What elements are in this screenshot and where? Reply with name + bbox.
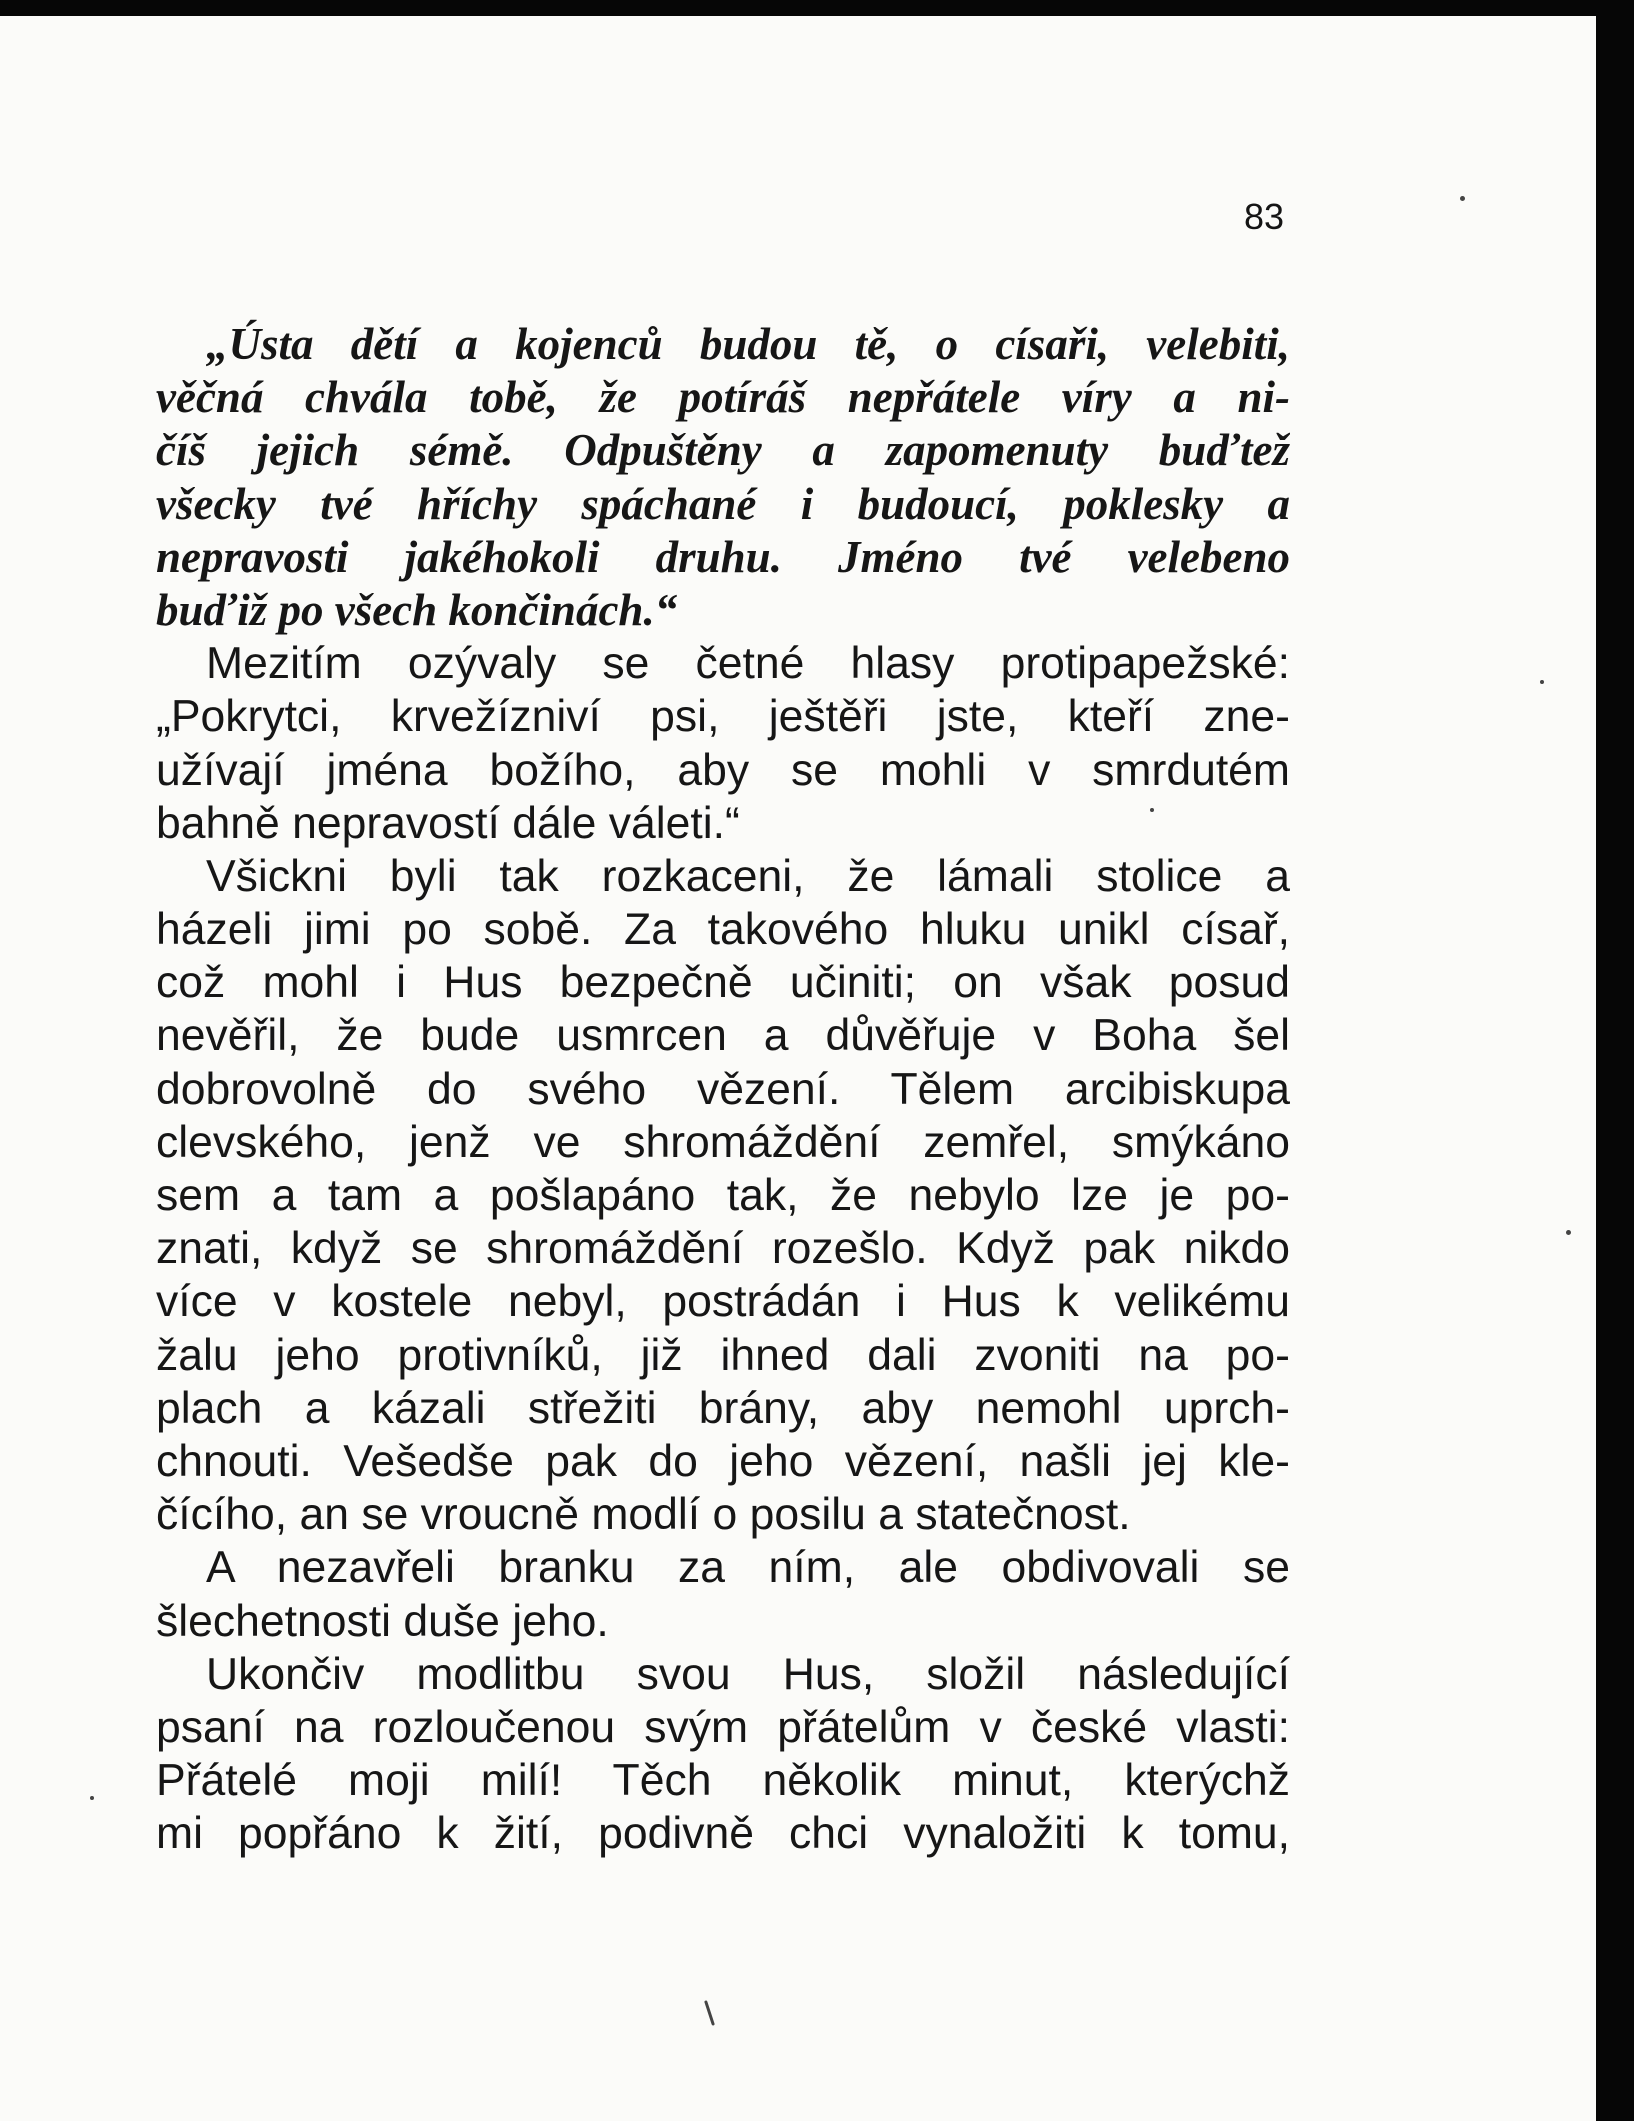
text-line: Mezitím ozývaly se četné hlasy protipapežské: bbox=[206, 639, 1290, 689]
text-line: „Ústa dětí a kojenců budou tě, o císaři, velebiti, bbox=[206, 319, 1290, 369]
text-line: užívají jména božího, aby se mohli v smrdutém bbox=[156, 745, 1290, 795]
page-number: 83 bbox=[1244, 196, 1285, 237]
text-line: „Pokrytci, krvežízniví psi, ještěři jste, kteří zne- bbox=[156, 692, 1290, 742]
text-line: věčná chvála tobě, že potíráš nepřátele víry a ni- bbox=[156, 372, 1290, 423]
paragraph bbox=[156, 850, 1290, 1541]
scan-border-right bbox=[1596, 0, 1634, 2121]
text-line: clevského, jenž ve shromáždění zemřel, smýkáno bbox=[156, 1117, 1290, 1167]
text-line: Ukončiv modlitbu svou Hus, složil následující bbox=[206, 1649, 1290, 1699]
text-line: dobrovolně do svého vězení. Tělem arcibiskupa bbox=[156, 1064, 1290, 1114]
print-speck bbox=[1540, 680, 1544, 684]
print-speck bbox=[1566, 1230, 1571, 1235]
text-line: čícího, an se vroucně modlí o posilu a statečnost. bbox=[156, 1490, 1131, 1540]
text-line: Přátelé moji milí! Těch několik minut, kterýchž bbox=[156, 1756, 1290, 1806]
text-line: sem a tam a pošlapáno tak, že nebylo lze je po- bbox=[156, 1171, 1290, 1220]
text-line: žalu jeho protivníků, již ihned dali zvoniti na po- bbox=[156, 1330, 1290, 1380]
print-speck bbox=[704, 2000, 715, 2026]
paragraph bbox=[156, 637, 1290, 850]
text-line: plach a kázali střežiti brány, aby nemohl uprch- bbox=[156, 1383, 1290, 1433]
text-line: mi popřáno k žití, podivně chci vynaložiti k tomu, bbox=[156, 1809, 1290, 1859]
text-line: znati, když se shromáždění rozešlo. Když pak nikdo bbox=[156, 1224, 1290, 1274]
print-speck bbox=[90, 1796, 94, 1800]
text-line: šlechetnosti duše jeho. bbox=[156, 1596, 609, 1646]
text-line: bahně nepravostí dále váleti.“ bbox=[156, 798, 740, 848]
text-line: A nezavřeli branku za ním, ale obdivovali se bbox=[206, 1543, 1290, 1593]
text-line: nepravosti jakéhokoli druhu. Jméno tvé velebeno bbox=[156, 531, 1290, 582]
emperor-praise-quote bbox=[156, 318, 1290, 637]
print-speck bbox=[1460, 196, 1465, 201]
text-line: chnouti. Vešedše pak do jeho vězení, našli jej kle- bbox=[156, 1436, 1290, 1486]
text-line: všecky tvé hříchy spáchané i budoucí, poklesky a bbox=[156, 478, 1290, 529]
page-text bbox=[156, 318, 1290, 1860]
text-line: Všickni byli tak rozkaceni, že lámali stolice a bbox=[206, 851, 1290, 901]
text-line: buďiž po všech končinách.“ bbox=[156, 584, 678, 635]
text-line: což mohl i Hus bezpečně učiniti; on však posud bbox=[156, 958, 1290, 1008]
scan-border-top bbox=[0, 0, 1634, 16]
text-line: házeli jimi po sobě. Za takového hluku unikl císař, bbox=[156, 905, 1290, 955]
print-speck bbox=[1150, 808, 1154, 812]
text-line: psaní na rozloučenou svým přátelům v české vlasti: bbox=[156, 1702, 1290, 1752]
text-line: nevěřil, že bude usmrcen a důvěřuje v Boha šel bbox=[156, 1011, 1290, 1061]
paragraph bbox=[156, 1648, 1290, 1861]
text-line: číš jejich sémě. Odpuštěny a zapomenuty buďtež bbox=[156, 425, 1290, 476]
paragraph bbox=[156, 1541, 1290, 1647]
text-line: více v kostele nebyl, postrádán i Hus k velikému bbox=[156, 1277, 1290, 1327]
